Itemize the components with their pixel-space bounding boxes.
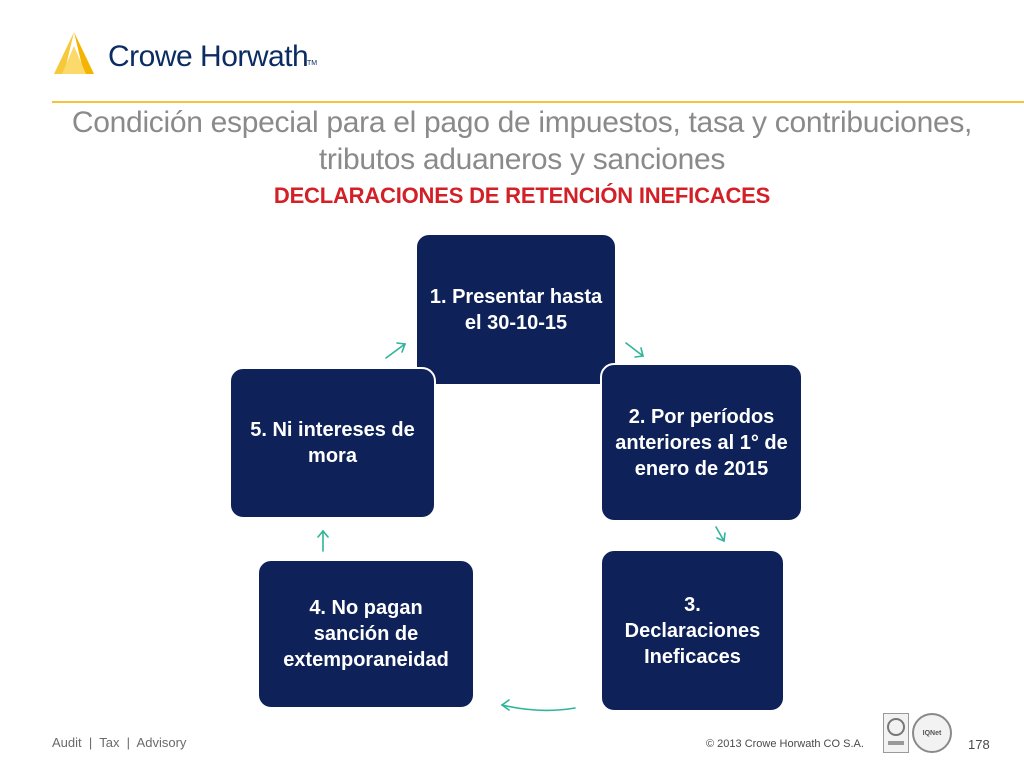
iqnet-label: IQNet bbox=[922, 729, 942, 737]
cycle-step-4: 4. No pagan sanción de extemporaneidad bbox=[257, 559, 475, 709]
cycle-step-1: 1. Presentar hasta el 30-10-15 bbox=[415, 233, 617, 386]
arrow-5-to-1-icon bbox=[386, 343, 405, 358]
brand-name: Crowe Horwath bbox=[108, 40, 309, 73]
iqnet-cert-badge-icon bbox=[912, 713, 952, 753]
footer-services: Audit | Tax | Advisory bbox=[52, 735, 187, 750]
page-title: Condición especial para el pago de impuestos, tasa y contribuciones, tributos aduaneros y sanciones bbox=[71, 106, 973, 176]
cycle-step-2: 2. Por períodos anteriores al 1° de enero de 2015 bbox=[600, 363, 803, 522]
page-subtitle: DECLARACIONES DE RETENCIÓN INEFICACES bbox=[273, 183, 771, 208]
arrow-1-to-2-icon bbox=[626, 343, 643, 357]
iso-cert-badge-icon bbox=[883, 713, 909, 753]
page-number: 178 bbox=[968, 737, 990, 752]
arrow-3-to-4-icon bbox=[502, 700, 575, 710]
cycle-step-5: 5. Ni intereses de mora bbox=[229, 367, 436, 519]
footer-copyright: © 2013 Crowe Horwath CO S.A. bbox=[706, 738, 864, 750]
brand-tm: TM bbox=[307, 60, 318, 67]
arrow-2-to-3-icon bbox=[716, 527, 725, 541]
header-rule bbox=[52, 101, 1024, 103]
logo-mark-icon bbox=[52, 30, 100, 78]
arrow-4-to-5-icon bbox=[318, 531, 328, 551]
cycle-step-3: 3. Declaraciones Ineficaces bbox=[600, 549, 785, 712]
brand-logo bbox=[52, 30, 322, 80]
